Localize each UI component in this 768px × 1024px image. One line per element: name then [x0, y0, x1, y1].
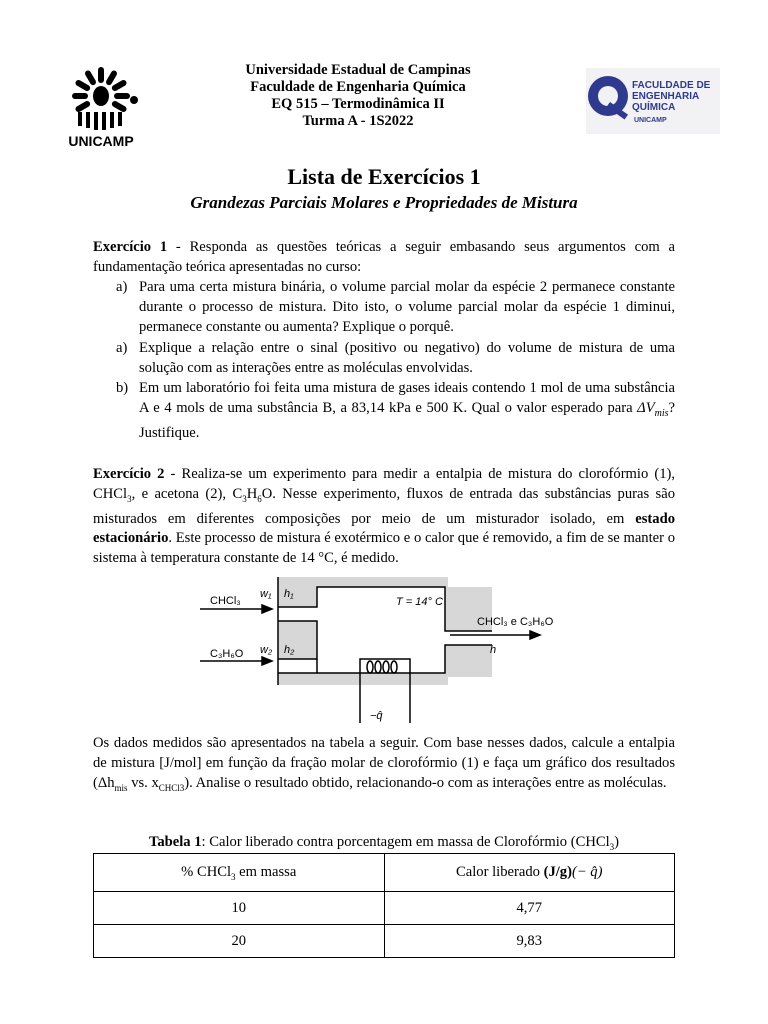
outlet-h-label: h — [490, 644, 497, 656]
feq-logo — [584, 68, 720, 134]
data-paragraph-text: vs. x — [127, 774, 159, 791]
item-marker: a) — [116, 279, 128, 295]
delta-v-symbol: ΔV — [637, 399, 655, 416]
exercise-2-text-part: , e acetona (2), C — [131, 485, 243, 502]
item-text-end: ? Justifique. — [139, 399, 675, 441]
exercise-1-label: Exercício 1 — [93, 239, 168, 255]
w1-label: w₁ — [260, 588, 272, 600]
inlet-1-label: CHCl₃ — [210, 595, 241, 607]
university-name: Universidade Estadual de Campinas — [245, 62, 471, 78]
delta-v-subscript: mis — [654, 407, 669, 419]
feq-logo-line2: ENGENHARIA — [632, 91, 700, 102]
feq-logo-line3: QUÍMICA — [632, 102, 676, 113]
table-caption — [0, 834, 768, 852]
exercise-2-text-part: H — [246, 485, 258, 502]
exercise-1-item-a1 — [116, 278, 675, 337]
w2-label: w₂ — [260, 644, 273, 656]
exercise-2-label: Exercício 2 — [93, 466, 165, 482]
class-name: Turma A - 1S2022 — [302, 113, 414, 129]
data-paragraph-text: Os dados medidos são apresentados na tabela a seguir. Com base nesses dados, calcule a entalpia de mistura [J/mol] em função da fração molar de clorofórmio (1) e faça um gráfico dos resultados (Δh — [93, 735, 675, 791]
subscript: 6 — [257, 493, 262, 504]
h2-label: h₂ — [284, 644, 295, 656]
document-header — [200, 62, 516, 130]
data-paragraph-text: ). Analise o resultado obtido, relacionando-o com as interações entre as moléculas. — [184, 774, 667, 791]
unicamp-logo-text: UNICAMP — [68, 133, 134, 148]
subscript: mis — [114, 782, 128, 793]
item-marker: b) — [116, 380, 129, 396]
data-paragraph — [93, 734, 675, 798]
table-cell-mass: 10 — [94, 892, 385, 925]
feq-logo-line4: UNICAMP — [634, 117, 667, 124]
h1-label: h₁ — [284, 588, 294, 600]
exercise-1-item-b — [116, 379, 675, 443]
heat-removed-label: −q̂ — [370, 710, 383, 722]
exercise-2-text-part: - Realiza-se um experimento para medir a entalpia de mistura do clorofórmio (1), CHCl — [93, 466, 676, 502]
outlet-label: CHCl₃ e C₃H₆O — [477, 616, 554, 628]
item-marker: a) — [116, 340, 128, 356]
mixer-diagram — [200, 573, 580, 725]
table-header-heat: Calor liberado (J/g)(− q̂) — [384, 854, 675, 892]
table-caption-text: ) — [614, 834, 620, 850]
table-cell-heat: 4,77 — [384, 892, 675, 925]
table-cell-heat: 9,83 — [384, 925, 675, 958]
exercise-1-intro-text: - Responda as questões teóricas a seguir embasando seus argumentos com a fundamentação teórica apresentadas no curso: — [93, 239, 675, 275]
page-title: Lista de Exercícios 1 — [287, 164, 481, 189]
table-caption-text: : Calor liberado contra porcentagem em massa de Clorofórmio (CHCl — [201, 834, 610, 850]
subscript: 3 — [242, 493, 247, 504]
subscript: 3 — [127, 493, 132, 504]
table-header-row — [94, 854, 675, 892]
unicamp-logo — [56, 62, 146, 148]
temperature-label: T = 14° C — [396, 596, 443, 608]
exercise-2-text-part: O. Nesse experimento, fluxos de entrada das substâncias puras são misturados em diferentes composições por meio de um misturador isolado, em — [93, 485, 675, 527]
exercise-1-intro — [93, 238, 675, 278]
exercise-1-item-a2 — [116, 339, 675, 379]
feq-logo-line1: FACULDADE DE — [632, 80, 711, 91]
exercise-2-text-part: . Este processo de mistura é exotérmico e o calor que é removido, a fim de se manter o sistema à temperatura constante de 14 °C, é medido. — [93, 530, 675, 567]
item-text: Explique a relação entre o sinal (positivo ou negativo) do volume de mistura de uma solução com as interações entre as moléculas envolvidas. — [139, 340, 675, 376]
table-cell-mass: 20 — [94, 925, 385, 958]
page-subtitle: Grandezas Parciais Molares e Propriedades de Mistura — [190, 193, 578, 212]
table-header-mass: % CHCl$_3$ em massa — [94, 854, 385, 892]
table-row — [94, 892, 675, 925]
item-text: Em um laboratório foi feita uma mistura de gases ideais contendo 1 mol de uma substância A e 4 mols de uma substância B, a 83,14 kPa e 500 K. Qual o valor esperado para — [139, 380, 675, 416]
inlet-2-label: C₃H₆O — [210, 648, 244, 660]
steady-state-term: estado estacionário — [93, 510, 675, 547]
faculty-name: Faculdade de Engenharia Química — [250, 79, 466, 95]
subscript: CHCl3 — [158, 782, 185, 793]
item-text: Para uma certa mistura binária, o volume parcial molar da espécie 2 permanece constante durante o processo de mistura. Dito isto, o volume parcial molar da espécie 1 diminui, permanece constante ou aumenta? Explique o porquê. — [139, 279, 675, 335]
course-name: EQ 515 – Termodinâmica II — [271, 96, 445, 112]
exercise-2-text — [93, 465, 675, 569]
table-caption-label: Tabela 1 — [148, 834, 202, 850]
data-table — [93, 853, 675, 958]
subscript: 3 — [609, 841, 615, 852]
table-row — [94, 925, 675, 958]
